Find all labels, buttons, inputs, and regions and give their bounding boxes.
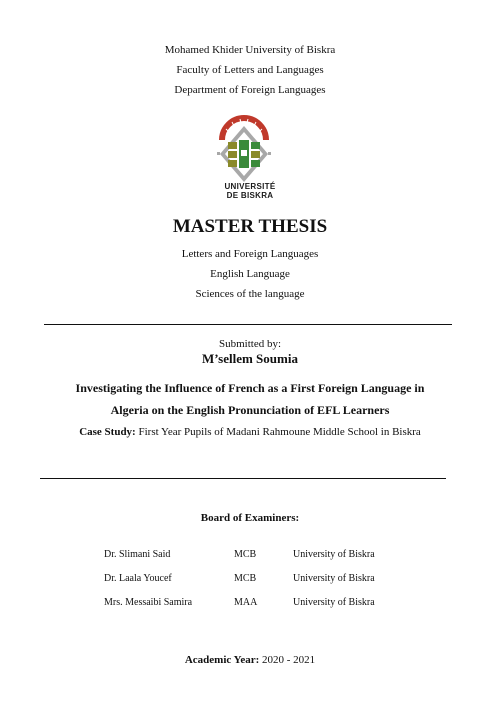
examiner-institution: University of Biskra (293, 597, 375, 608)
examiner-row (0, 573, 500, 587)
submitted-by-label: Submitted by: (218, 338, 282, 350)
field-line-1: Letters and Foreign Languages (181, 248, 319, 260)
logo-text-line1: UNIVERSITÉ (224, 182, 276, 191)
examiner-name: Mrs. Messaibi Samira (104, 597, 193, 608)
examiner-name: Dr. Slimani Said (104, 549, 171, 560)
university-name: Mohamed Khider University of Biskra (164, 44, 336, 56)
examiner-row (0, 549, 500, 563)
case-study (0, 426, 500, 438)
examiner-name: Dr. Laala Youcef (104, 573, 172, 584)
examiner-row (0, 597, 500, 611)
top-divider (44, 324, 452, 325)
board-heading: Board of Examiners: (200, 512, 300, 524)
author-name: M’sellem Soumia (202, 351, 298, 366)
academic-year-label: Academic Year: (184, 654, 260, 666)
field-line-3: Sciences of the language (195, 288, 305, 300)
thesis-title-line2: Algeria on the English Pronunciation of EFL Learners (110, 403, 390, 417)
department-name: Department of Foreign Languages (174, 84, 326, 96)
examiner-rank: MAA (234, 597, 258, 608)
logo-text-line2: DE BISKRA (226, 191, 274, 200)
field-line-2: English Language (210, 268, 290, 280)
examiner-rank: MCB (234, 549, 257, 560)
case-study-label: Case Study: (79, 426, 136, 438)
examiner-institution: University of Biskra (293, 549, 375, 560)
thesis-title-line1: Investigating the Influence of French as a First Foreign Language in (75, 381, 425, 395)
faculty-name: Faculty of Letters and Languages (176, 64, 324, 76)
examiner-rank: MCB (234, 573, 257, 584)
thesis-type-title: MASTER THESIS (172, 216, 328, 237)
bottom-divider (40, 478, 446, 479)
academic-year (0, 654, 500, 666)
examiner-institution: University of Biskra (293, 573, 375, 584)
case-study-text: First Year Pupils of Madani Rahmoune Middle School in Biskra (138, 426, 421, 438)
academic-year-value: 2020 - 2021 (262, 654, 316, 666)
